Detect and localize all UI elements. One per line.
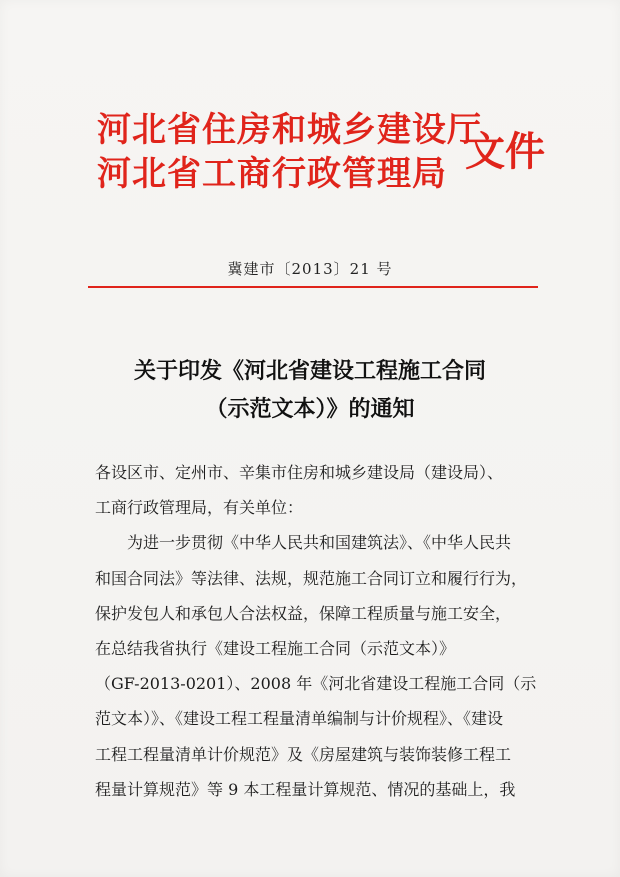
paragraph-line: 程量计算规范》等 9 本工程量计算规范、情况的基础上，我: [95, 779, 516, 799]
body-paragraph-1: [95, 525, 545, 807]
issuer-block: [97, 108, 482, 196]
paragraph-line: （GF-2013-0201）、2008 年《河北省建设工程施工合同（示: [95, 674, 537, 694]
addressee-line: 工商行政管理局，有关单位：: [95, 498, 304, 518]
notice-title: [0, 352, 620, 428]
paragraph-line: 工程工程量清单计价规范》及《房屋建筑与装饰装修工程工: [95, 744, 512, 764]
issuer-line-commerce-bureau: 河北省工商行政管理局: [97, 154, 447, 194]
issuer-line-housing-department: 河北省住房和城乡建设厅: [97, 110, 482, 150]
document-number: 冀建市〔2013〕21 号: [227, 260, 393, 278]
document-type-label: 文件: [465, 128, 545, 175]
notice-title-line-1: 关于印发《河北省建设工程施工合同: [133, 358, 486, 384]
addressee-line: 各设区市、定州市、辛集市住房和城乡建设局（建设局）、: [95, 463, 504, 482]
red-divider-line: [88, 286, 538, 288]
notice-body: [95, 455, 545, 807]
paragraph-line: 和国合同法》等法律、法规，规范施工合同订立和履行行为，: [95, 568, 528, 588]
paragraph-line: 保护发包人和承包人合法权益，保障工程质量与施工安全，: [95, 603, 512, 623]
addressee-paragraph: [95, 455, 545, 525]
paragraph-line: 在总结我省执行《建设工程施工合同（示范文本）》: [95, 639, 456, 659]
paragraph-line: 为进一步贯彻《中华人民共和国建筑法》、《中华人民共: [127, 533, 512, 553]
notice-title-line-2: （示范文本）》的通知: [205, 396, 415, 422]
paragraph-line: 范文本）》、《建设工程工程量清单编制与计价规程》、《建设: [95, 709, 504, 729]
